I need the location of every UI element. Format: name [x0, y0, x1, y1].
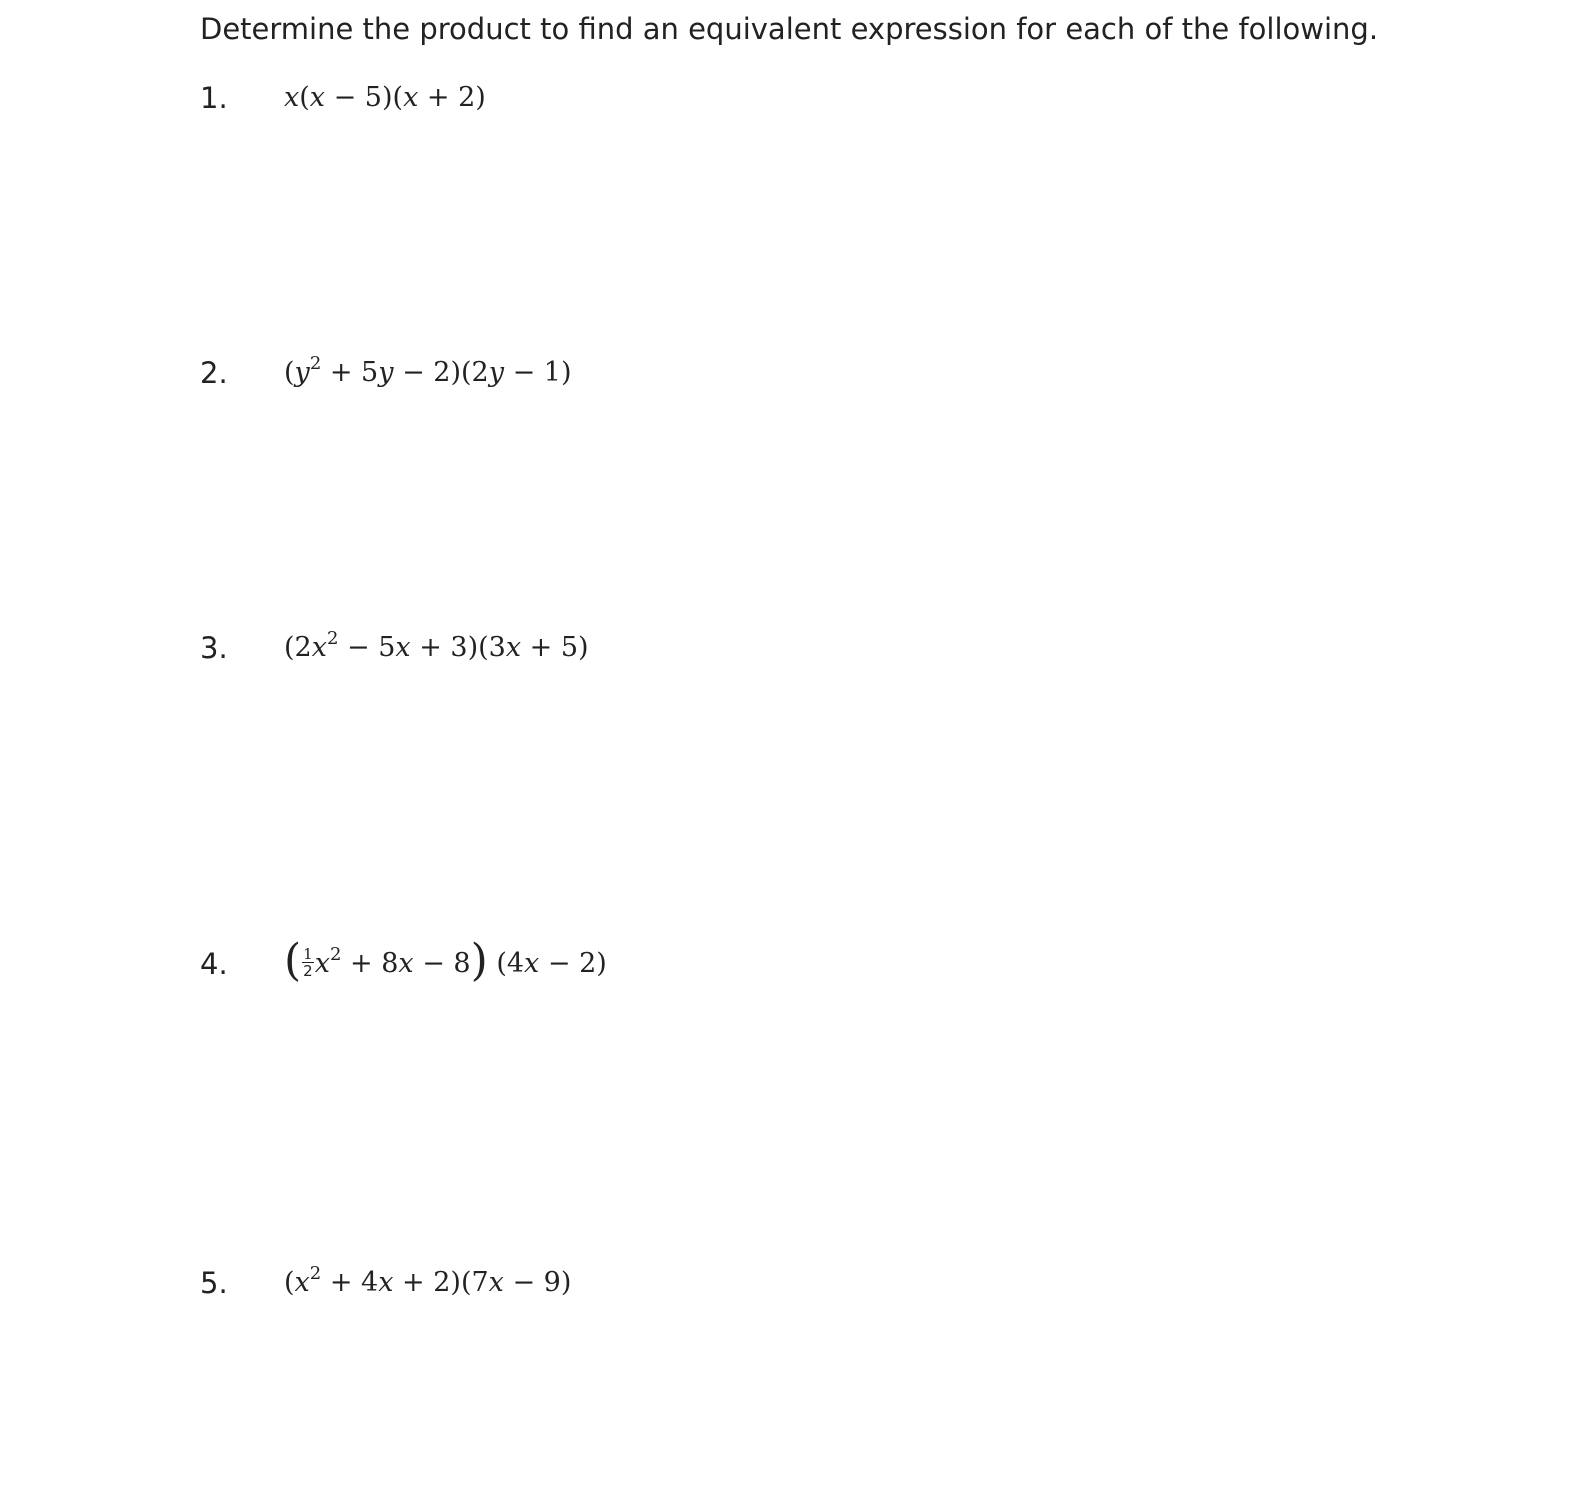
problem-expression: ( $\frac{1}{2}$ $x^2 + 8x - 8$) (4x − 2) — [284, 935, 607, 986]
fraction: $\frac{1}{2}$ — [303, 945, 313, 980]
problem-expression: x(x − 5)(x + 2) — [284, 82, 486, 113]
problem-number: 4. — [200, 947, 228, 981]
problem-number: 2. — [200, 356, 228, 390]
problem-expression: $(y^2 + 5y - 2)(2y - 1)$ — [284, 353, 572, 388]
problem-expression: $(2x^2 - 5x + 3)(3x + 5)$ — [284, 628, 589, 663]
problem-number: 1. — [200, 81, 228, 115]
problem-expression: $(x^2 + 4x + 2)(7x - 9)$ — [284, 1263, 572, 1298]
instructions-heading: Determine the product to find an equivalent expression for each of the following. — [200, 12, 1379, 46]
problem-number: 5. — [200, 1266, 228, 1300]
problem-number: 3. — [200, 631, 228, 665]
